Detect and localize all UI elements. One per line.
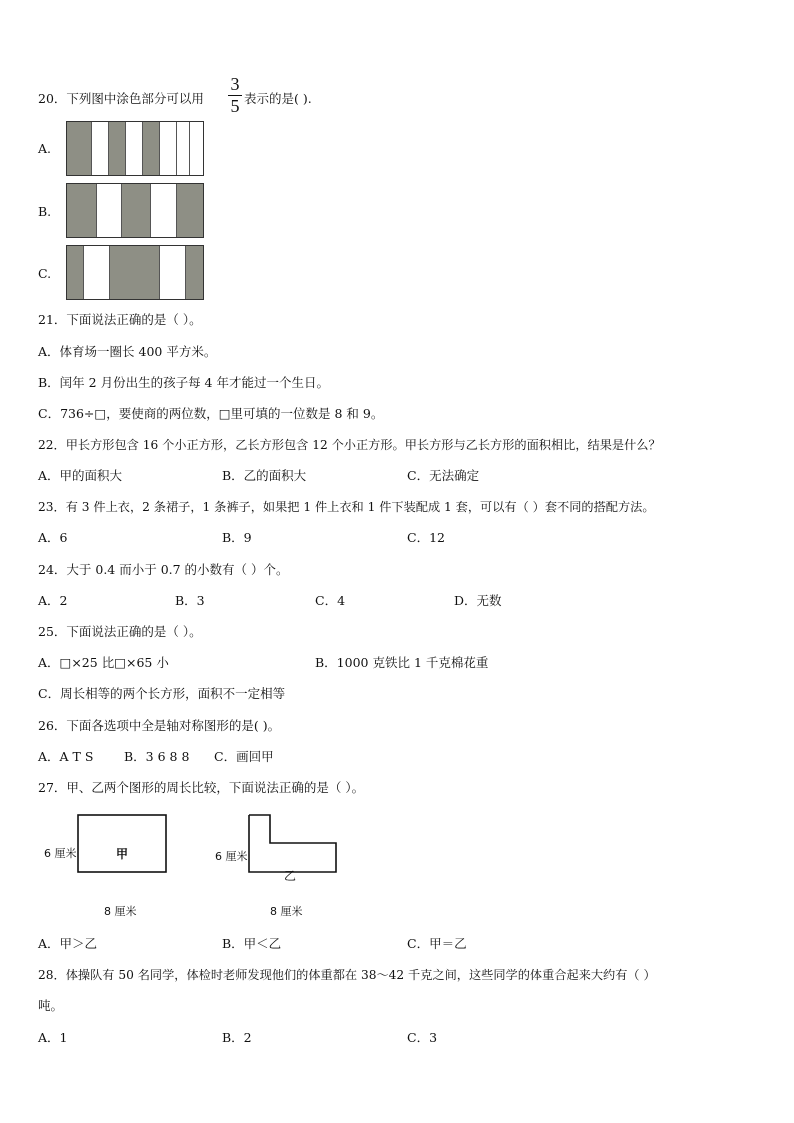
q28-option-a: A．1 — [38, 1030, 68, 1045]
q21-option-b: B．闰年 2 月份出生的孩子每 4 年才能过一个生日。 — [38, 375, 329, 390]
strip-shaded — [67, 184, 96, 237]
q23-option-c: C．12 — [407, 530, 445, 545]
q22-option-a: A．甲的面积大 — [38, 468, 123, 483]
q23-stem: 23．有 3 件上衣，2 条裙子，1 条裤子，如果把 1 件上衣和 1 件下装配成 1 套，可以有（ ）套不同的搭配方法。 — [38, 500, 655, 514]
q25-option-c: C．周长相等的两个长方形，面积不一定相等 — [38, 686, 286, 701]
q24-option-a: A．2 — [38, 593, 68, 608]
strip-white — [159, 122, 176, 175]
q28-option-b: B．2 — [222, 1030, 252, 1045]
q24-option-d: D．无数 — [454, 593, 502, 608]
q20-figure-a — [66, 121, 204, 176]
jia-rectangle — [78, 815, 166, 872]
strip-shaded — [185, 246, 203, 299]
strip-white — [176, 122, 190, 175]
strip-shaded — [109, 246, 159, 299]
q27-figures — [0, 805, 400, 925]
strip-white — [125, 122, 142, 175]
q23-option-b: B．9 — [222, 530, 252, 545]
q27-option-c: C．甲＝乙 — [407, 936, 467, 951]
strip-shaded — [67, 122, 91, 175]
q27-option-b: B．甲＜乙 — [222, 936, 282, 951]
strip-white — [150, 184, 176, 237]
q20-option-b-label: B. — [38, 204, 52, 219]
q25-option-b: B．1000 克铁比 1 千克棉花重 — [315, 655, 489, 670]
q20-stem-prefix: 20．下列图中涂色部分可以用 — [38, 91, 204, 106]
jia-height-label: 6 厘米 — [44, 847, 77, 860]
q25-stem: 25．下面说法正确的是（ ）。 — [38, 624, 202, 639]
strip-white — [189, 122, 203, 175]
strip-white — [83, 246, 109, 299]
strip-shaded — [176, 184, 203, 237]
strip-white — [91, 122, 108, 175]
q23-option-a: A．6 — [38, 530, 68, 545]
q28-stem-continued: 吨。 — [38, 998, 64, 1013]
q20-option-a-label: A. — [38, 141, 52, 156]
q20-figure-b — [66, 183, 204, 238]
q25-option-a: A．□×25 比□×65 小 — [38, 655, 169, 670]
q21-option-a: A．体育场一圈长 400 平方米。 — [38, 344, 217, 359]
strip-white — [159, 246, 185, 299]
strip-shaded — [142, 122, 159, 175]
strip-shaded — [67, 246, 83, 299]
jia-width-label: 8 厘米 — [104, 905, 137, 918]
q24-option-b: B．3 — [175, 593, 205, 608]
q26-option-c: C．画回甲 — [214, 749, 274, 764]
jia-name-label: 甲 — [116, 847, 129, 861]
yi-height-label: 6 厘米 — [215, 850, 248, 863]
q20-option-c-label: C. — [38, 266, 52, 281]
q26-stem: 26．下面各选项中全是轴对称图形的是( )。 — [38, 718, 281, 733]
q26-option-a: A．A T S — [38, 749, 94, 764]
yi-l-shape — [249, 815, 336, 872]
q20-fraction-denominator: 5 — [230, 96, 240, 116]
yi-width-label: 8 厘米 — [270, 905, 303, 918]
q27-option-a: A．甲＞乙 — [38, 936, 98, 951]
q20-figure-c — [66, 245, 204, 300]
q20-fraction-numerator: 3 — [230, 74, 240, 94]
q28-stem: 28．体操队有 50 名同学，体检时老师发现他们的体重都在 38～42 千克之间，这些同学的体重合起来大约有（ ） — [38, 968, 656, 982]
q28-option-c: C．3 — [407, 1030, 438, 1045]
q20-stem-suffix: 表示的是( ). — [244, 91, 312, 106]
strip-shaded — [108, 122, 125, 175]
q27-stem: 27．甲、乙两个图形的周长比较，下面说法正确的是（ ）。 — [38, 780, 365, 795]
q21-stem: 21．下面说法正确的是（ ）。 — [38, 312, 202, 327]
q22-option-b: B．乙的面积大 — [222, 468, 307, 483]
strip-white — [96, 184, 122, 237]
q22-option-c: C．无法确定 — [407, 468, 480, 483]
q26-option-b: B．3 6 8 8 — [124, 749, 190, 764]
strip-shaded — [121, 184, 150, 237]
q24-option-c: C．4 — [315, 593, 346, 608]
q22-stem: 22．甲长方形包含 16 个小正方形，乙长方形包含 12 个小正方形。甲长方形与乙长方形的面积相比，结果是什么？ — [38, 438, 661, 452]
q24-stem: 24．大于 0.4 而小于 0.7 的小数有（ ）个。 — [38, 562, 289, 577]
yi-name-label: 乙 — [284, 869, 297, 883]
q21-option-c: C．736÷□，要使商的两位数，□里可填的一位数是 8 和 9。 — [38, 406, 384, 421]
